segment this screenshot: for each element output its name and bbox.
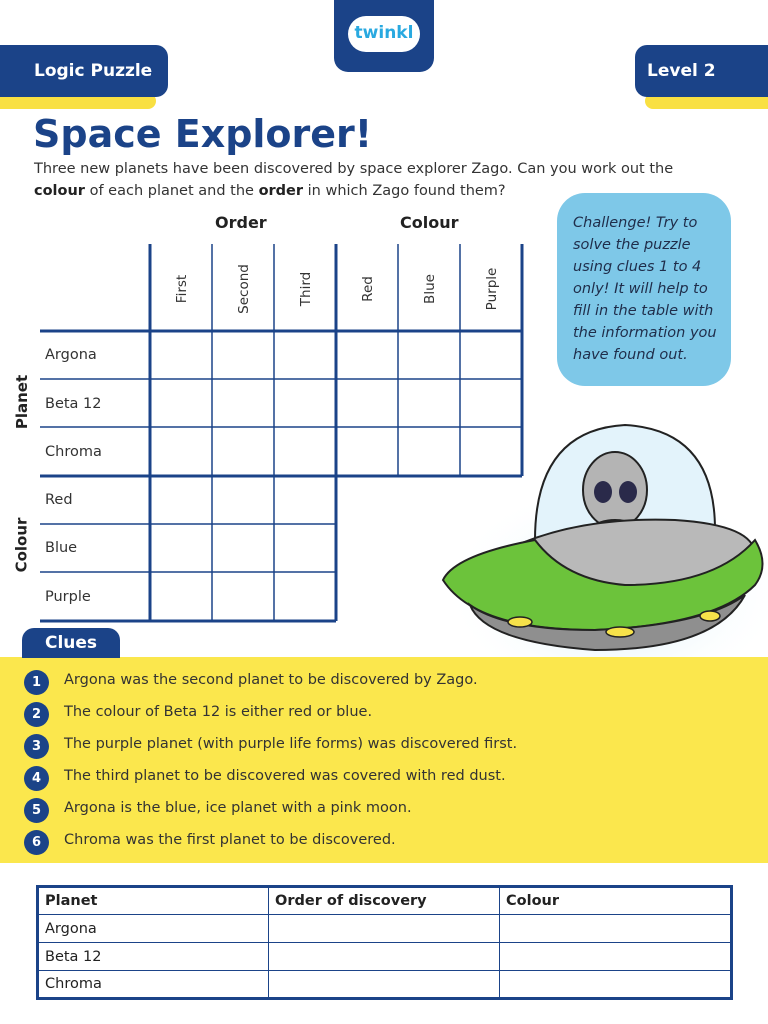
- planet-cell: Beta 12: [38, 943, 269, 971]
- planet-cell: Chroma: [38, 971, 269, 999]
- intro-bold-colour: colour: [34, 183, 85, 199]
- col-third: Third: [298, 271, 314, 307]
- planet-cell: Argona: [38, 915, 269, 943]
- level-label: Level 2: [635, 45, 768, 97]
- order-cell[interactable]: [269, 915, 500, 943]
- row-purple: Purple: [45, 589, 91, 605]
- table-row: [38, 943, 732, 971]
- clue-number: 4: [24, 766, 49, 791]
- page-title: Space Explorer!: [33, 112, 373, 156]
- clue-text: Argona is the blue, ice planet with a pink moon.: [64, 800, 412, 816]
- colour-cell[interactable]: [500, 915, 732, 943]
- clue-number: 2: [24, 702, 49, 727]
- logo-text: twinkl: [354, 23, 414, 43]
- col-purple: Purple: [484, 267, 500, 311]
- table-row: [38, 971, 732, 999]
- header-colour: Colour: [500, 887, 732, 915]
- col-blue: Blue: [422, 274, 438, 304]
- answer-header-row: [38, 887, 732, 915]
- clue-text: Chroma was the first planet to be discovered.: [64, 832, 396, 848]
- order-cell[interactable]: [269, 943, 500, 971]
- logic-puzzle-label: Logic Puzzle: [0, 45, 168, 97]
- alien-ufo-illustration: [425, 380, 768, 680]
- colour-header: Colour: [400, 213, 459, 232]
- header-order: Order of discovery: [269, 887, 500, 915]
- answer-table: [36, 885, 733, 1000]
- clue-number: 6: [24, 830, 49, 855]
- clue-text: The purple planet (with purple life forms) was discovered first.: [64, 736, 518, 752]
- colour-cell[interactable]: [500, 971, 732, 999]
- challenge-bubble: Challenge! Try to solve the puzzle using clues 1 to 4 only! It will help to fill in the table with the information you have found out.: [557, 193, 731, 386]
- col-red: Red: [360, 276, 376, 302]
- planet-side-label: Planet: [13, 374, 32, 430]
- row-blue: Blue: [45, 540, 78, 556]
- intro-part-1: Three new planets have been discovered by space explorer Zago. Can you work out the: [34, 161, 674, 177]
- clues-heading: Clues: [22, 628, 120, 658]
- intro-part-2: of each planet and the: [89, 183, 254, 199]
- header-planet: Planet: [38, 887, 269, 915]
- colour-side-label: Colour: [12, 517, 31, 573]
- clue-number: 3: [24, 734, 49, 759]
- order-header: Order: [215, 213, 267, 232]
- row-argona: Argona: [45, 347, 97, 363]
- row-chroma: Chroma: [45, 444, 102, 460]
- order-cell[interactable]: [269, 971, 500, 999]
- col-first: First: [174, 274, 190, 304]
- table-row: [38, 915, 732, 943]
- clue-text: Argona was the second planet to be discovered by Zago.: [64, 672, 478, 688]
- clue-text: The colour of Beta 12 is either red or blue.: [64, 704, 373, 720]
- colour-cell[interactable]: [500, 943, 732, 971]
- row-red: Red: [45, 492, 73, 508]
- col-second: Second: [236, 264, 252, 314]
- intro-part-3: in which Zago found them?: [307, 183, 506, 199]
- clue-number: 5: [24, 798, 49, 823]
- clue-text: The third planet to be discovered was covered with red dust.: [64, 768, 506, 784]
- intro-bold-order: order: [258, 183, 304, 199]
- row-beta-12: Beta 12: [45, 396, 102, 412]
- clue-number: 1: [24, 670, 49, 695]
